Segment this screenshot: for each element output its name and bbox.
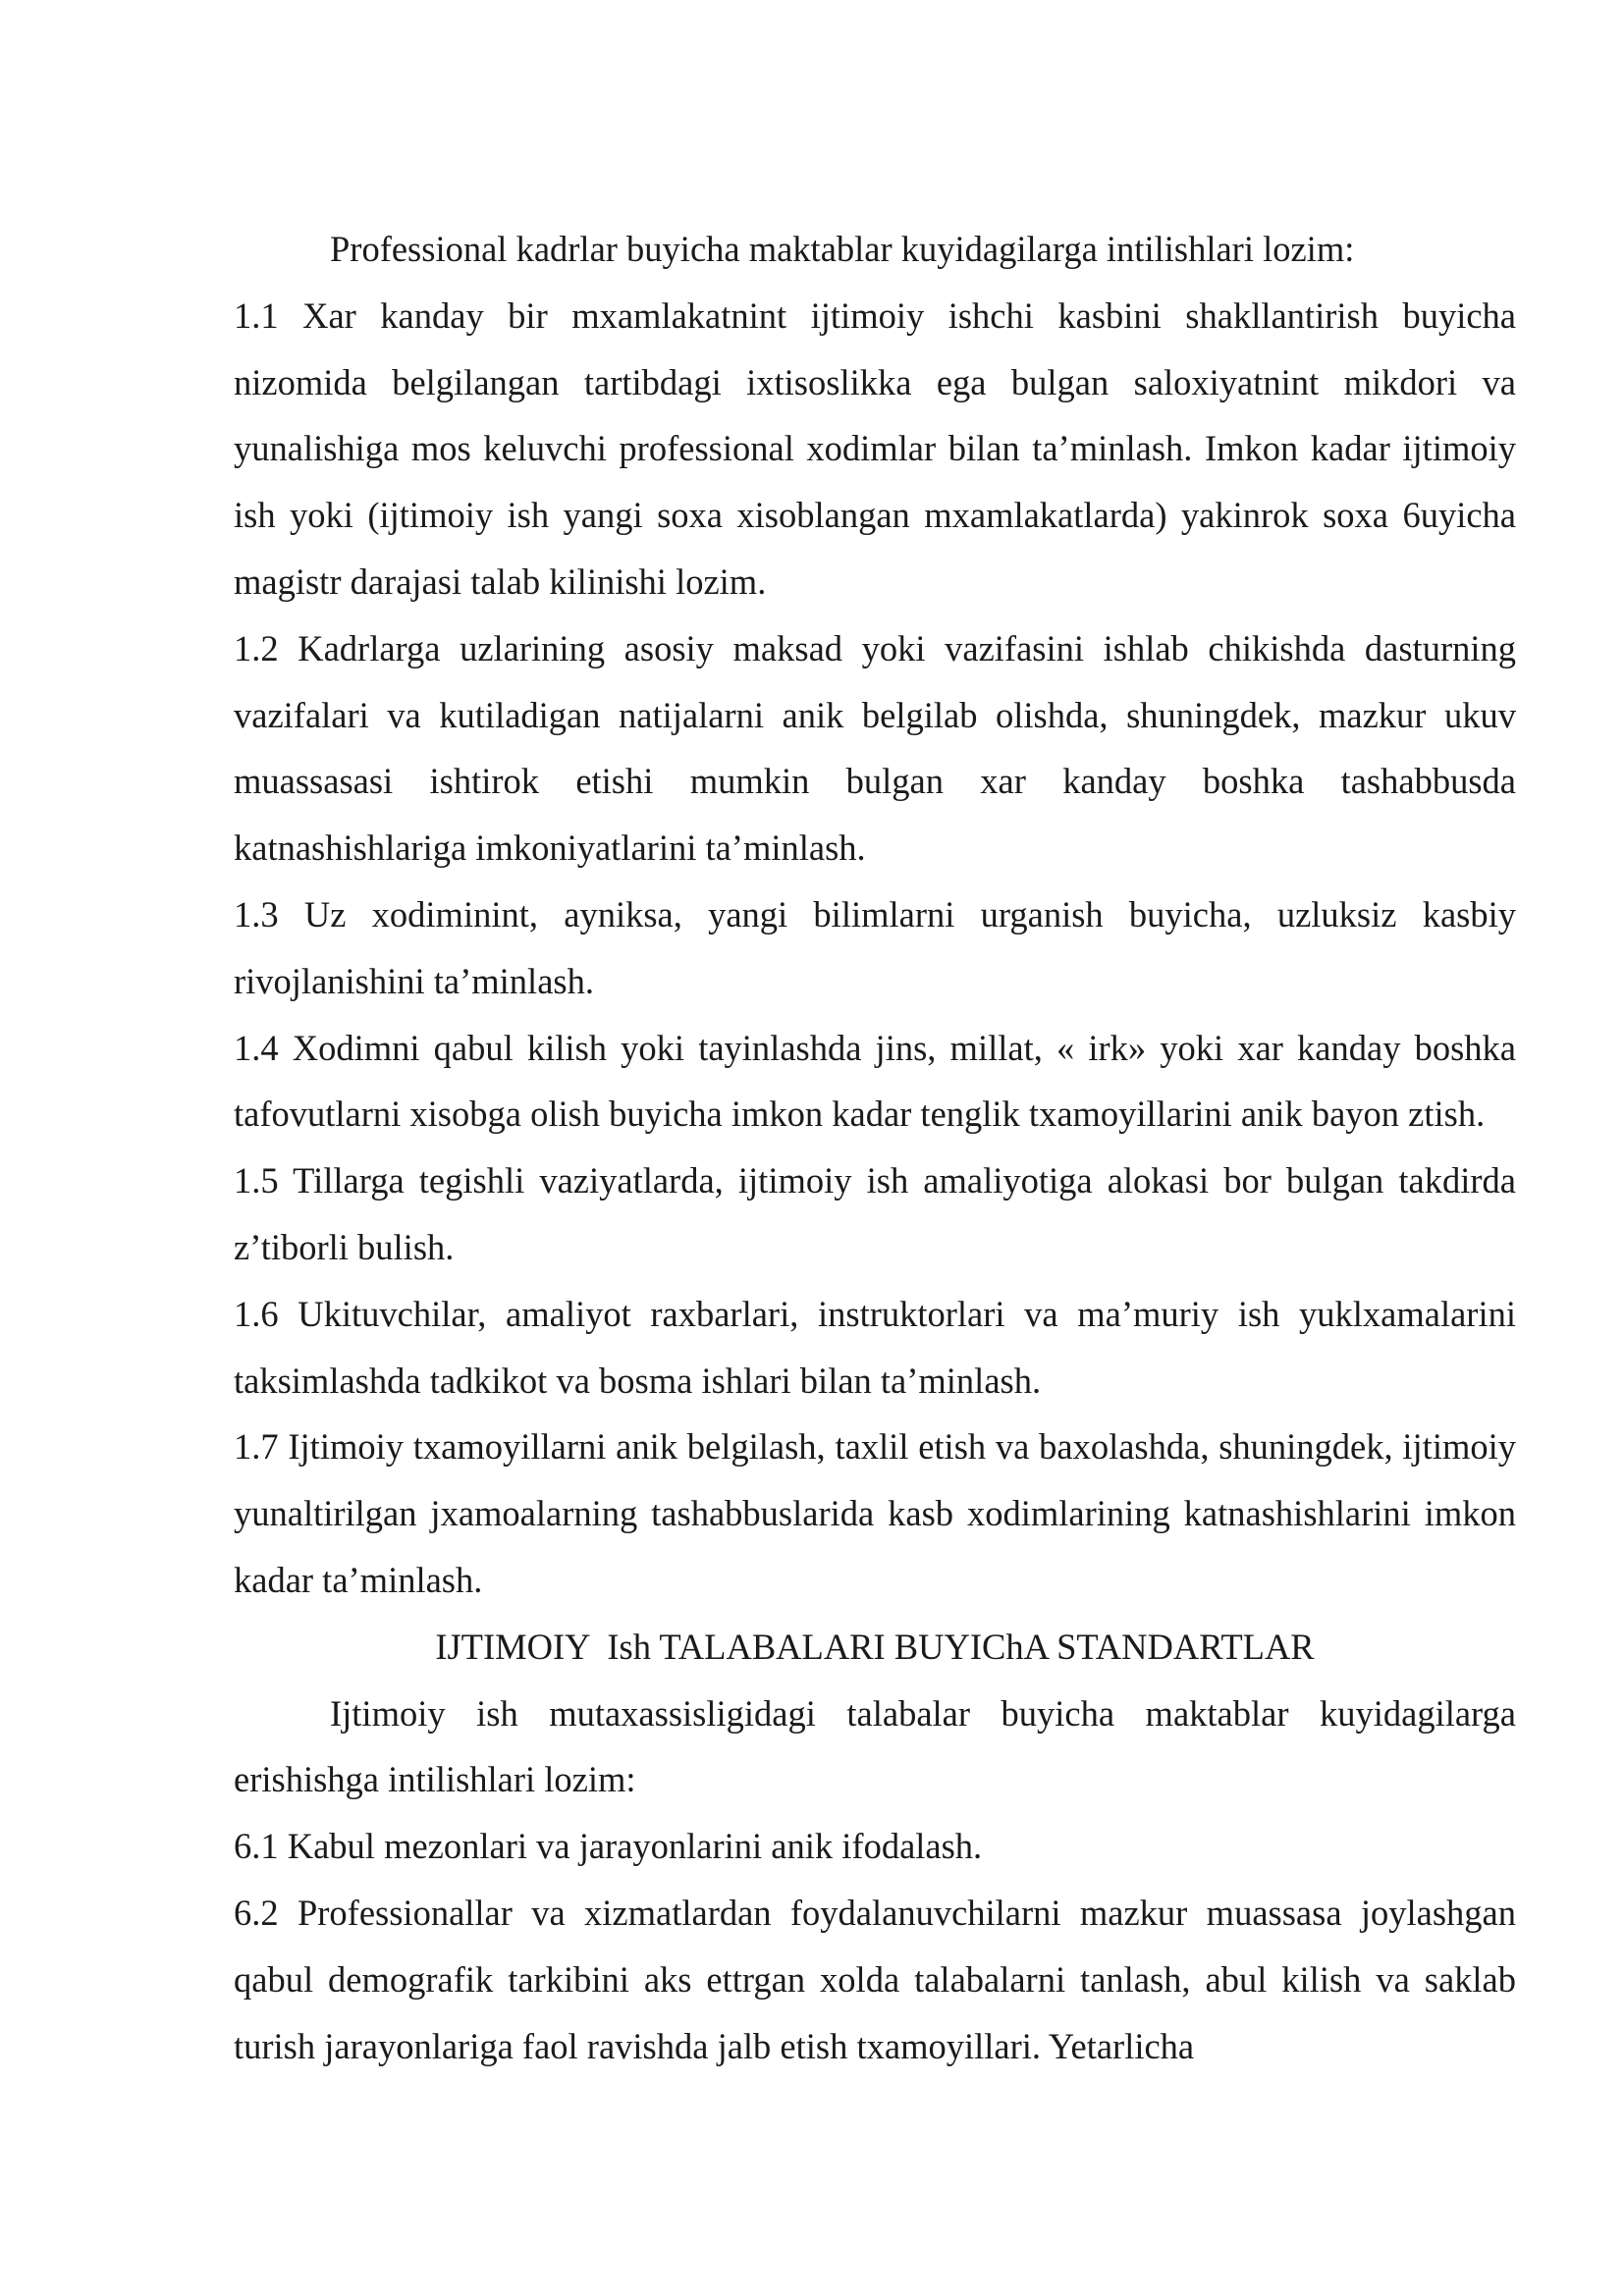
intro-paragraph: Professional kadrlar buyicha maktablar kuyidagilarga intilishlari lozim: [330,229,1355,269]
section-heading: IJTIMOIY Ish TALABALARI BUYIChA STANDARTLAR [435,1626,1315,1667]
list-item-6-2: 6.2 Professionallar va xizmatlardan foydalanuvchilarni mazkur muassasa joylashgan qabul demografik tarkibini aks ettrgan xolda talabalarni tanlash, abul kilish va saklab turish jarayonlariga faol ravishda jalb etish txamoyillari. Yetarlicha [234,1892,1516,2066]
list-item-6-1: 6.1 Kabul mezonlari va jarayonlarini anik ifodalash. [234,1826,983,1867]
list-item-1-4: 1.4 Xodimni qabul kilish yoki tayinlashda jins, millat, « irk» yoki xar kanday boshka tafovutlarni xisobga olish buyicha imkon kadar tenglik txamoyillarini anik bayon ztish. [234,1027,1516,1135]
list-item-1-7: 1.7 Ijtimoiy txamoyillarni anik belgilash, taxlil etish va baxolashda, shuningdek, ijtimoiy yunaltirilgan jxamoalarning tashabbuslarida kasb xodimlarining katnashishlarini imkon kadar ta’minlash. [234,1426,1516,1600]
list-item-1-3: 1.3 Uz xodiminint, ayniksa, yangi bilimlarni urganish buyicha, uzluksiz kasbiy rivojlanishini ta’minlash. [234,893,1516,1001]
list-item-1-2: 1.2 Kadrlarga uzlarining asosiy maksad yoki vazifasini ishlab chikishda dasturning vazifalari va kutiladigan natijalarni anik belgilab olishda, shuningdek, mazkur ukuv muassasasi ishtirok etishi mumkin bulgan xar kanday boshka tashabbusda katnashishlariga imkoniyatlarini ta’minlash. [234,627,1516,869]
intro2-paragraph: Ijtimoiy ish mutaxassisligidagi talabalar buyicha maktablar kuyidagilarga erishishga intilishlari lozim: [234,1692,1516,1800]
list-item-1-5: 1.5 Tillarga tegishli vaziyatlarda, ijtimoiy ish amaliyotiga alokasi bor bulgan takdirda z’tiborli bulish. [234,1160,1516,1267]
list-item-1-6: 1.6 Ukituvchilar, amaliyot raxbarlari, instruktorlari va ma’muriy ish yuklxamalarini taksimlashda tadkikot va bosma ishlari bilan ta’minlash. [234,1293,1516,1401]
page-body [234,216,1516,2079]
list-item-1-1: 1.1 Xar kanday bir mxamlakatnint ijtimoiy ishchi kasbini shakllantirish buyicha nizomida belgilangan tartibdagi ixtisoslikka ega bulgan saloxiyatnint mikdori va yunalishiga mos keluvchi professional xodimlar bilan ta’minlash. Imkon kadar ijtimoiy ish yoki (ijtimoiy ish yangi soxa xisoblangan mxamlakatlarda) yakinrok soxa 6uyicha magistr darajasi talab kilinishi lozim. [234,294,1516,602]
